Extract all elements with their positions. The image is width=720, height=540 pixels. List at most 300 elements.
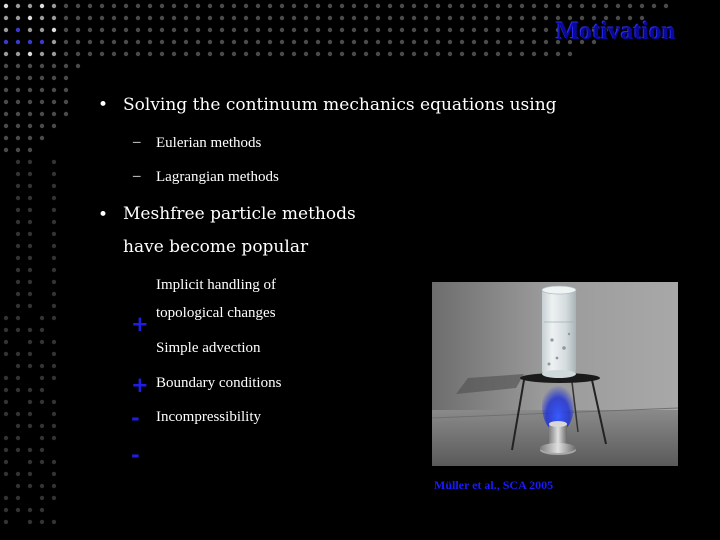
decorative-dot [496,40,500,44]
decorative-dot [52,364,56,368]
decorative-dot [448,52,452,56]
decorative-dot [448,28,452,32]
decorative-dot [40,328,44,332]
decorative-dot [16,76,20,80]
decorative-dot [40,112,44,116]
decorative-dot [532,28,536,32]
decorative-dot [52,112,56,116]
decorative-dot [4,400,8,404]
decorative-dot [28,328,32,332]
decorative-dot [16,496,20,500]
decorative-dot [148,28,152,32]
decorative-dot [160,28,164,32]
decorative-dot [52,460,56,464]
decorative-dot [28,136,32,140]
decorative-dot [484,28,488,32]
decorative-dot [16,148,20,152]
decorative-dot [40,388,44,392]
decorative-dot [280,52,284,56]
decorative-dot [4,40,8,44]
decorative-dot [460,16,464,20]
decorative-dot [508,4,512,8]
decorative-dot [4,64,8,68]
decorative-dot [304,52,308,56]
decorative-dot [364,52,368,56]
decorative-dot [100,28,104,32]
decorative-dot [16,100,20,104]
decorative-dot [484,4,488,8]
decorative-dot [40,424,44,428]
decorative-dot [268,52,272,56]
decorative-dot [436,28,440,32]
decorative-dot [268,4,272,8]
decorative-dot [52,28,56,32]
decorative-dot [244,16,248,20]
decorative-dot [52,4,56,8]
decorative-dot [64,76,68,80]
decorative-dot [88,28,92,32]
decorative-dot [4,316,8,320]
decorative-dot [256,28,260,32]
decorative-dot [88,16,92,20]
decorative-dot [208,28,212,32]
decorative-dot [16,352,20,356]
decorative-dot [4,28,8,32]
decorative-dot [196,16,200,20]
decorative-dot [16,364,20,368]
decorative-dot [424,40,428,44]
decorative-dot [136,16,140,20]
decorative-dot [28,304,32,308]
decorative-dot [376,16,380,20]
decorative-dot [424,52,428,56]
decorative-dot [616,4,620,8]
decorative-dot [16,328,20,332]
decorative-dot [184,4,188,8]
decorative-dot [304,28,308,32]
decorative-dot [40,88,44,92]
decorative-dot [16,232,20,236]
decorative-dot [532,40,536,44]
decorative-dot [520,16,524,20]
decorative-dot [52,76,56,80]
decorative-dot [88,4,92,8]
decorative-dot [4,388,8,392]
decorative-dot [232,4,236,8]
decorative-dot [28,460,32,464]
figure-caption: Müller et al., SCA 2005 [434,478,554,492]
decorative-dot [400,28,404,32]
decorative-dot [148,40,152,44]
decorative-dot [28,520,32,524]
decorative-dot [244,4,248,8]
feature-1-line-1: Implicit handling of [156,277,276,293]
decorative-dot [124,40,128,44]
decorative-dot [16,16,20,20]
decorative-dot [400,4,404,8]
bullet-2-marker: • [98,205,109,225]
decorative-dot [28,148,32,152]
decorative-dot [364,4,368,8]
feature-1-line-2: topological changes [156,305,276,321]
decorative-dot [160,4,164,8]
decorative-dot [40,316,44,320]
decorative-dot [268,28,272,32]
decorative-dot [112,4,116,8]
decorative-dot [376,4,380,8]
decorative-dot [496,16,500,20]
decorative-dot [4,448,8,452]
decorative-dot [208,52,212,56]
decorative-dot [136,28,140,32]
decorative-dot [40,40,44,44]
con-sign-1: - [131,406,140,430]
decorative-dot [28,28,32,32]
decorative-dot [40,76,44,80]
decorative-dot [244,40,248,44]
decorative-dot [424,4,428,8]
decorative-dot [16,412,20,416]
decorative-dot [40,484,44,488]
decorative-dot [52,292,56,296]
decorative-dot [292,16,296,20]
decorative-dot [16,484,20,488]
decorative-dot [64,112,68,116]
decorative-dot [4,88,8,92]
decorative-dot [376,28,380,32]
decorative-dot [304,16,308,20]
decorative-dot [16,136,20,140]
decorative-dot [352,40,356,44]
decorative-dot [64,64,68,68]
decorative-dot [544,28,548,32]
decorative-dot [52,268,56,272]
decorative-dot [52,208,56,212]
decorative-dot [52,304,56,308]
decorative-dot [508,28,512,32]
decorative-dot [112,16,116,20]
decorative-dot [532,52,536,56]
pro-sign-2: + [131,373,149,397]
decorative-dot [40,100,44,104]
decorative-dot [472,52,476,56]
decorative-dot [28,52,32,56]
decorative-dot [16,280,20,284]
decorative-dot [16,172,20,176]
decorative-dot [16,424,20,428]
decorative-dot [28,508,32,512]
decorative-dot [136,4,140,8]
sub-bullet-1-dash: – [133,134,141,150]
decorative-dot [4,496,8,500]
decorative-dot [16,436,20,440]
decorative-dot [100,16,104,20]
sub-bullet-lagrangian: Lagrangian methods [156,169,279,185]
decorative-dot [208,40,212,44]
decorative-dot [436,40,440,44]
decorative-dot [124,52,128,56]
decorative-dot [4,436,8,440]
decorative-dot [40,508,44,512]
decorative-dot [16,208,20,212]
decorative-dot [16,64,20,68]
decorative-dot [4,124,8,128]
decorative-dot [460,52,464,56]
decorative-dot [424,28,428,32]
decorative-dot [28,352,32,356]
decorative-dot [400,16,404,20]
decorative-dot [16,508,20,512]
decorative-dot [388,28,392,32]
decorative-dot [508,16,512,20]
decorative-dot [64,100,68,104]
decorative-dot [52,232,56,236]
decorative-dot [28,340,32,344]
decorative-dot [184,52,188,56]
decorative-dot [28,292,32,296]
decorative-dot [28,112,32,116]
decorative-dot [40,376,44,380]
decorative-dot [52,100,56,104]
decorative-dot [16,448,20,452]
decorative-dot [52,256,56,260]
decorative-dot [16,88,20,92]
decorative-dot [28,220,32,224]
decorative-dot [280,28,284,32]
decorative-dot [388,40,392,44]
decorative-dot [244,52,248,56]
decorative-dot [136,52,140,56]
decorative-dot [52,124,56,128]
decorative-dot [448,16,452,20]
decorative-dot [448,40,452,44]
decorative-dot [304,40,308,44]
decorative-dot [4,472,8,476]
decorative-dot [52,376,56,380]
decorative-dot [16,160,20,164]
decorative-dot [364,40,368,44]
decorative-dot [40,136,44,140]
decorative-dot [28,232,32,236]
decorative-dot [4,4,8,8]
decorative-dot [16,40,20,44]
decorative-dot [268,40,272,44]
sub-bullet-2-dash: – [133,168,141,184]
decorative-dot [400,40,404,44]
decorative-dot [52,280,56,284]
decorative-dot [340,4,344,8]
decorative-dot [16,196,20,200]
decorative-dot [4,352,8,356]
decorative-dot [220,40,224,44]
decorative-dot [28,124,32,128]
decorative-dot [52,340,56,344]
decorative-dot [4,520,8,524]
decorative-dot [304,4,308,8]
decorative-dot [172,16,176,20]
decorative-dot [400,52,404,56]
decorative-dot [412,4,416,8]
decorative-dot [196,52,200,56]
slide-title: Motivation [555,18,676,45]
bullet-2-line-2: have become popular [123,237,309,257]
decorative-dot [340,52,344,56]
decorative-dot [172,52,176,56]
decorative-dot [4,52,8,56]
decorative-dot [220,28,224,32]
decorative-dot [172,4,176,8]
decorative-dot [352,28,356,32]
decorative-dot [184,16,188,20]
decorative-dot [340,40,344,44]
decorative-dot [352,16,356,20]
decorative-dot [652,4,656,8]
decorative-dot [16,112,20,116]
decorative-dot [16,376,20,380]
decorative-dot [376,52,380,56]
decorative-dot [64,88,68,92]
decorative-dot [328,4,332,8]
decorative-dot [568,52,572,56]
decorative-dot [196,40,200,44]
decorative-dot [64,4,68,8]
decorative-dot [388,16,392,20]
decorative-dot [472,40,476,44]
decorative-dot [520,40,524,44]
decorative-dot [508,52,512,56]
decorative-dot [220,52,224,56]
decorative-dot [340,28,344,32]
decorative-dot [28,388,32,392]
decorative-dot [4,340,8,344]
decorative-dot [316,4,320,8]
decorative-dot [160,52,164,56]
decorative-dot [4,148,8,152]
decorative-dot [16,28,20,32]
decorative-dot [568,4,572,8]
decorative-dot [364,16,368,20]
decorative-dot [52,436,56,440]
decorative-dot [184,40,188,44]
decorative-dot [484,40,488,44]
feature-4-text: Incompressibility [156,409,261,425]
decorative-dot [112,40,116,44]
decorative-dot [496,52,500,56]
decorative-dot [292,52,296,56]
decorative-dot [28,412,32,416]
decorative-dot [40,520,44,524]
decorative-dot [28,64,32,68]
decorative-dot [52,472,56,476]
decorative-dot [52,352,56,356]
decorative-dot [16,256,20,260]
decorative-dot [28,424,32,428]
decorative-dot [4,376,8,380]
decorative-dot [16,4,20,8]
decorative-dot [52,40,56,44]
decorative-dot [4,112,8,116]
decorative-dot [544,16,548,20]
decorative-dot [28,196,32,200]
decorative-dot [52,244,56,248]
decorative-dot [436,4,440,8]
decorative-dot [40,364,44,368]
decorative-dot [460,40,464,44]
decorative-dot [340,16,344,20]
decorative-dot [148,4,152,8]
decorative-dot [16,388,20,392]
decorative-dot [532,16,536,20]
decorative-dot [460,28,464,32]
decorative-dot [112,52,116,56]
decorative-dot [40,16,44,20]
decorative-dot [76,52,80,56]
decorative-dot [172,28,176,32]
decorative-dot [436,16,440,20]
decorative-dot [328,28,332,32]
decorative-dot [4,76,8,80]
decorative-dot [352,4,356,8]
decorative-dot [592,4,596,8]
decorative-dot [124,16,128,20]
decorative-dot [40,4,44,8]
decorative-dot [40,124,44,128]
decorative-dot [52,16,56,20]
decorative-dot [328,16,332,20]
decorative-dot [52,184,56,188]
decorative-dot [40,340,44,344]
decorative-dot [52,424,56,428]
decorative-dot [532,4,536,8]
decorative-dot [196,28,200,32]
decorative-dot [328,40,332,44]
decorative-dot [160,40,164,44]
simulation-render-image [432,282,678,466]
decorative-dot [16,292,20,296]
decorative-dot [472,16,476,20]
decorative-dot [220,4,224,8]
decorative-dot [52,220,56,224]
decorative-dot [4,412,8,416]
decorative-dot [220,16,224,20]
decorative-dot [40,496,44,500]
decorative-dot [28,100,32,104]
decorative-dot [508,40,512,44]
decorative-dot [52,52,56,56]
decorative-dot [520,52,524,56]
decorative-dot [412,40,416,44]
decorative-dot [256,52,260,56]
decorative-dot [28,4,32,8]
decorative-dot [28,268,32,272]
decorative-dot [436,52,440,56]
feature-2-text: Simple advection [156,340,261,356]
decorative-dot [100,52,104,56]
decorative-dot [16,316,20,320]
decorative-dot [388,52,392,56]
decorative-dot [52,64,56,68]
decorative-dot [280,4,284,8]
decorative-dot [484,16,488,20]
decorative-dot [232,52,236,56]
decorative-dot [76,28,80,32]
decorative-dot [148,52,152,56]
decorative-dot [460,4,464,8]
decorative-dot [148,16,152,20]
con-sign-2: - [131,443,140,467]
decorative-dot [64,16,68,20]
decorative-dot [40,436,44,440]
